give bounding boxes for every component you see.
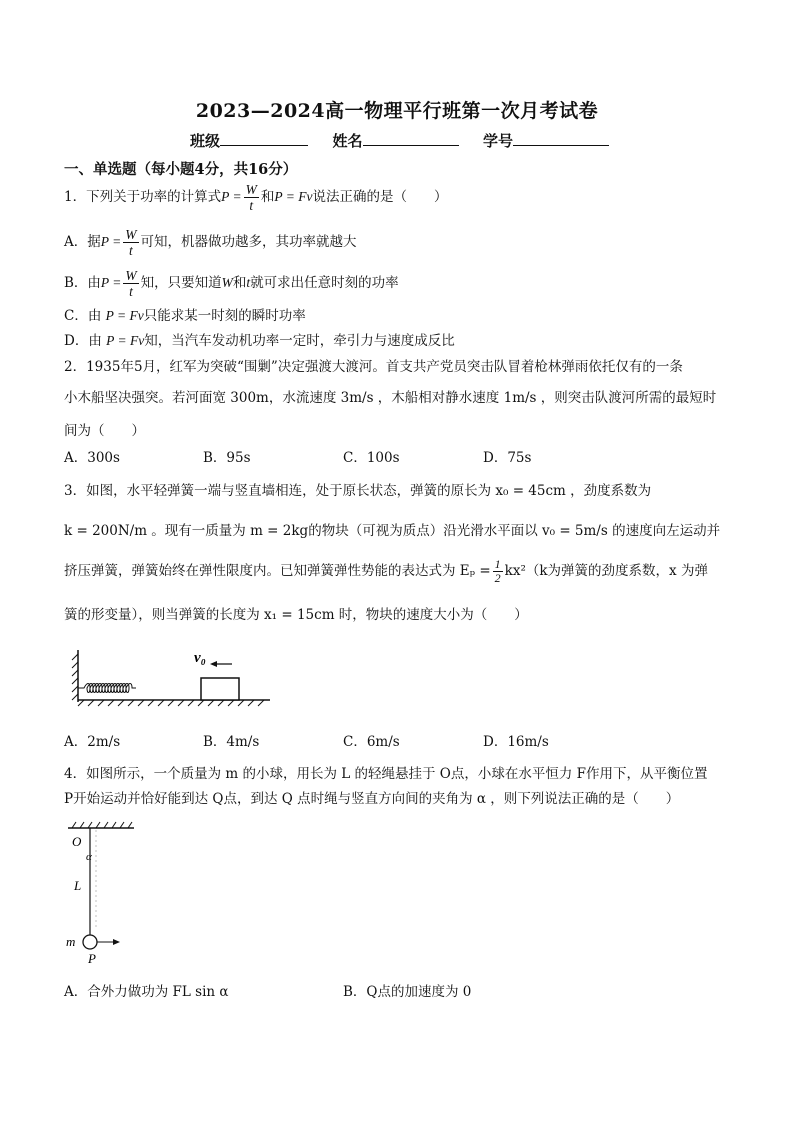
q2-line-2: 小木船坚决强突。若河面宽 300m，水流速度 3m/s ，木船相对静水速度 1m/s ，则突击队渡河所需的最短时 bbox=[64, 390, 717, 406]
class-blank[interactable] bbox=[220, 131, 308, 146]
q2-option-d[interactable]: D．75s bbox=[483, 450, 532, 466]
floor-hatch bbox=[78, 700, 264, 706]
q3-line-3: 挤压弹簧，弹簧始终在弹性限度内。已知弹簧弹性势能的表达式为 Eₚ = $\frac{1}{2}$ kx²（k为弹簧的劲度系数，x 为弹 bbox=[64, 557, 708, 585]
force-arrow-head bbox=[113, 939, 120, 945]
label-o: O bbox=[72, 834, 82, 849]
velocity-label: v₀ bbox=[194, 650, 206, 666]
name-blank[interactable] bbox=[363, 131, 459, 146]
block bbox=[201, 678, 239, 700]
spring bbox=[78, 684, 136, 693]
q1-option-a[interactable]: A．据P = $\frac{W}{t}$ 可知，机器做功越多，其功率就越大 bbox=[64, 227, 357, 258]
q2-option-a[interactable]: A．300s bbox=[64, 450, 120, 466]
section-heading: 一、单选题（每小题4分，共16分） bbox=[64, 161, 298, 178]
q2-option-c[interactable]: C．100s bbox=[343, 450, 400, 466]
q3-option-a[interactable]: A．2m/s bbox=[64, 734, 121, 750]
q2-option-b[interactable]: B．95s bbox=[203, 450, 251, 466]
class-label: 班级 bbox=[190, 132, 221, 150]
q4-line-1: 4．如图所示，一个质量为 m 的小球，用长为 L 的轻绳悬挂于 O点，小球在水平恒力 F作用下，从平衡位置 bbox=[64, 766, 708, 782]
q3-option-c[interactable]: C．6m/s bbox=[343, 734, 400, 750]
id-blank[interactable] bbox=[513, 131, 609, 146]
label-alpha: α bbox=[86, 851, 92, 863]
q3-spring-figure bbox=[70, 642, 280, 712]
student-info-line bbox=[190, 130, 609, 151]
q3-line-2: k = 200N/m 。现有一质量为 m = 2kg的物块（可视为质点）沿光滑水平面以 v₀ = 5m/s 的速度向左运动并 bbox=[64, 523, 721, 539]
ball bbox=[83, 935, 97, 949]
q1-stem: 1．下列关于功率的计算式P = $\frac{W}{t}$ 和P = Fv说法正确的是（ ） bbox=[64, 182, 448, 213]
q4-pendulum-figure bbox=[62, 818, 142, 968]
label-p: P bbox=[88, 951, 96, 966]
q1-option-b[interactable]: B．由P = $\frac{W}{t}$ 知，只要知道W和t就可求出任意时刻的功率 bbox=[64, 268, 399, 299]
q3-option-b[interactable]: B．4m/s bbox=[203, 734, 260, 750]
q4-option-a[interactable]: A．合外力做功为 FL sin α bbox=[64, 984, 229, 1000]
q2-line-1: 2．1935年5月，红军为突破“围剿”决定强渡大渡河。首支共产党员突击队冒着枪林弹雨依托仅有的一条 bbox=[64, 359, 683, 375]
q1-option-c[interactable]: C．由 P = Fv只能求某一时刻的瞬时功率 bbox=[64, 308, 306, 324]
q1-fraction: $\frac{W}{t}$ bbox=[245, 182, 257, 213]
velocity-arrow-head bbox=[210, 661, 217, 667]
q3-line-1: 3．如图，水平轻弹簧一端与竖直墙相连，处于原长状态，弹簧的原长为 x₀ = 45cm ，劲度系数为 bbox=[64, 483, 652, 499]
q3-fraction: $\frac{1}{2}$ bbox=[494, 557, 501, 585]
wall-hatch bbox=[72, 654, 78, 700]
id-label: 学号 bbox=[482, 132, 513, 150]
label-m: m bbox=[66, 934, 76, 949]
q2-line-3: 间为（ ） bbox=[64, 423, 145, 439]
q4-option-b[interactable]: B．Q点的加速度为 0 bbox=[343, 984, 472, 1000]
q3-option-d[interactable]: D．16m/s bbox=[483, 734, 549, 750]
ceiling-hatch bbox=[72, 822, 132, 828]
label-l: L bbox=[74, 878, 82, 893]
q3-line-4: 簧的形变量），则当弹簧的长度为 x₁ = 15cm 时，物块的速度大小为（ ） bbox=[64, 607, 528, 623]
q1-option-d[interactable]: D．由 P = Fv知，当汽车发动机功率一定时，牵引力与速度成反比 bbox=[64, 333, 455, 349]
name-label: 姓名 bbox=[332, 132, 363, 150]
exam-title: 2023—2024高一物理平行班第一次月考试卷 bbox=[195, 100, 599, 122]
q4-line-2: P开始运动并恰好能到达 Q点，到达 Q 点时绳与竖直方向间的夹角为 α ，则下列说法正确的是（ ） bbox=[64, 791, 680, 807]
